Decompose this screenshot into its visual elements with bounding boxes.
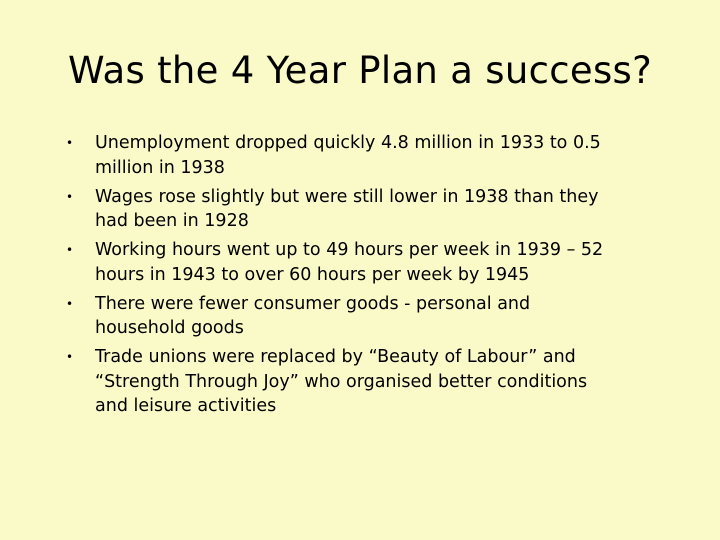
slide-title: Was the 4 Year Plan a success?	[67, 49, 653, 92]
bullet-item-consumer-goods	[62, 292, 622, 341]
bullet-icon: •	[66, 350, 74, 364]
bullet-item-trade-unions	[62, 345, 622, 419]
bullet-text: Working hours went up to 49 hours per week in 1939 – 52 hours in 1943 to over 60 hours per week by 1945	[95, 240, 604, 285]
bullet-text: Wages rose slightly but were still lower in 1938 than they had been in 1928	[95, 186, 599, 231]
bullet-icon: •	[66, 243, 74, 257]
bullet-icon: •	[66, 136, 74, 150]
bullet-text: Unemployment dropped quickly 4.8 million in 1933 to 0.5 million in 1938	[95, 133, 601, 178]
bullet-icon: •	[66, 189, 74, 204]
bullet-text: Trade unions were replaced by “Beauty of Labour” and “Strength Through Joy” who organised better conditions and leisure activities	[95, 347, 588, 416]
bullet-icon: •	[66, 296, 74, 311]
bullet-item-working-hours	[62, 238, 622, 287]
bullet-text: There were fewer consumer goods - personal and household goods	[95, 293, 531, 338]
bullet-list	[62, 131, 622, 423]
bullet-item-wages	[62, 185, 622, 234]
bullet-item-unemployment	[62, 131, 622, 180]
